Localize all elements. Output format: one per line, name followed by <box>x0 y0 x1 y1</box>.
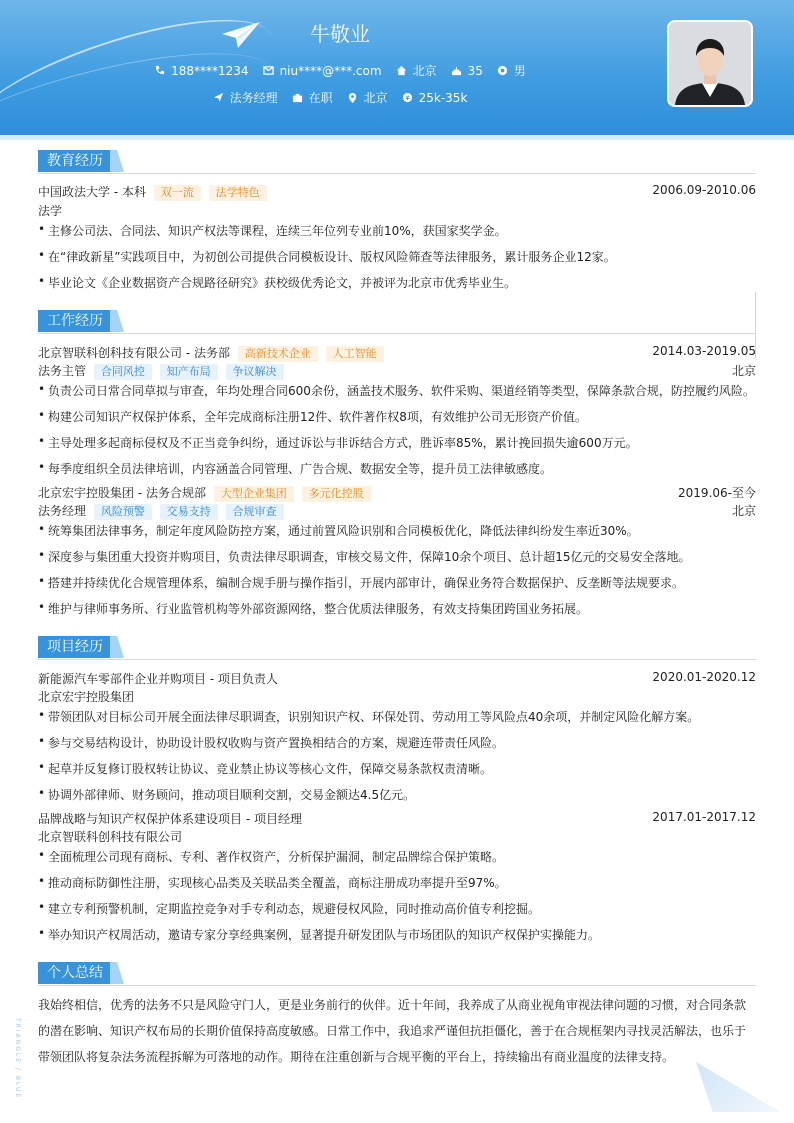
city-text: 北京 <box>412 64 437 78</box>
cake-icon <box>451 65 462 76</box>
education-tag: 法学特色 <box>209 185 267 201</box>
projects-section-title <box>38 636 756 662</box>
work-section-title <box>38 310 756 336</box>
phone-icon <box>154 65 165 76</box>
position-text: 法务经理 <box>229 91 278 105</box>
section-heading-decoration <box>110 636 124 658</box>
salary-text: 25k-35k <box>418 90 468 105</box>
project-bullet: • 带领团队对目标公司开展全面法律尽职调查，识别知识产权、环保处罚、劳动用工等风险点40余项，并制定风险化解方案。 <box>38 708 756 725</box>
role-tag: 交易支持 <box>160 504 218 520</box>
section-divider <box>38 659 756 660</box>
watermark-text: TRIANGLE / BLUE <box>14 1018 21 1100</box>
phone-item <box>154 62 248 79</box>
project-bullet: • 全面梳理公司现有商标、专利、著作权资产，分析保护漏洞，制定品牌综合保护策略。 <box>38 848 756 865</box>
coin-icon <box>402 92 413 103</box>
role-tag: 合规审查 <box>226 504 284 520</box>
section-divider <box>38 985 756 986</box>
avatar <box>669 22 751 105</box>
project-bullet: • 推动商标防御性注册，实现核心品类及关联品类全覆盖，商标注册成功率提升至97%。 <box>38 874 756 891</box>
company-tag: 多元化控股 <box>302 486 371 502</box>
company-name: 北京宏宇控股集团 - 法务合规部 <box>38 486 206 500</box>
summary-section-title <box>38 962 756 988</box>
work-company-header <box>38 344 756 362</box>
work-date: 2019.06-至今 <box>678 486 756 500</box>
email-item <box>263 62 382 79</box>
education-tag: 双一流 <box>154 185 201 201</box>
education-major: 法学 <box>38 204 63 218</box>
work-bullet: • 维护与律师事务所、行业监管机构等外部资源网络，整合优质法律服务，有效支持集团跨国业务拓展。 <box>38 600 756 617</box>
project-title: 新能源汽车零部件企业并购项目 - 项目负责人 <box>38 672 278 686</box>
role-title: 法务经理 <box>38 504 87 518</box>
section-divider <box>38 333 756 334</box>
age-text: 35 <box>467 63 483 78</box>
age-item <box>451 62 483 79</box>
role-tag: 知产布局 <box>160 364 218 380</box>
section-heading: 项目经历 <box>38 636 112 658</box>
work-bullet: • 构建公司知识产权保护体系，全年完成商标注册12件、软件著作权8项，有效维护公司无形资产价值。 <box>38 408 756 425</box>
work-city: 北京 <box>731 504 756 518</box>
location-pin-icon <box>347 92 358 103</box>
work-bullet: • 统筹集团法律事务，制定年度风险防控方案，通过前置风险识别和合同模板优化，降低法律纠纷发生率近30%。 <box>38 522 756 539</box>
email-text: niu****@***.com <box>279 63 382 78</box>
gender-item <box>497 62 526 79</box>
project-bullet: • 举办知识产权周活动，邀请专家分享经典案例，显著提升研发团队与市场团队的知识产权保护实操能力。 <box>38 926 756 943</box>
summary-text: 我始终相信，优秀的法务不只是风险守门人，更是业务前行的伙伴。近十年间，我养成了从商业视角审视法律问题的习惯，对合同条款的潜在影响、知识产权布局的长期价值保持高度敏感。日常工作中，我追求严谨但抗拒僵化，善于在合规框架内寻找灵活解法，也乐于带领团队将复杂法务流程拆解为可落地的动作。期待在注重创新与合规平衡的平台上，持续输出有商业温度的法律支持。 <box>38 998 747 1064</box>
work-date: 2014.03-2019.05 <box>652 344 756 358</box>
work-role-header <box>38 502 756 520</box>
email-icon <box>263 65 274 76</box>
section-heading: 工作经历 <box>38 310 112 332</box>
education-bullet: • 在“律政新星”实践项目中，为初创公司提供合同模板设计、版权风险筛查等法律服务，累计服务企业12家。 <box>38 248 756 265</box>
project-title: 品牌战略与知识产权保护体系建设项目 - 项目经理 <box>38 812 302 826</box>
target-city-item <box>347 89 388 106</box>
section-heading: 教育经历 <box>38 150 112 172</box>
project-header <box>38 670 756 687</box>
company-name: 北京智联科创科技有限公司 - 法务部 <box>38 346 230 360</box>
role-tag: 争议解决 <box>226 364 284 380</box>
work-bullet: • 每季度组织全员法律培训，内容涵盖合同管理、广告合规、数据安全等，提升员工法律敏感度。 <box>38 460 756 477</box>
work-bullet: • 负责公司日常合同草拟与审查，年均处理合同600余份，涵盖技术服务、软件采购、渠道经销等类型，保障条款合规，防控履约风险。 <box>38 382 756 399</box>
project-org: 北京宏宇控股集团 <box>38 690 135 704</box>
education-date: 2006.09-2010.06 <box>652 183 756 197</box>
work-bullet: • 主导处理多起商标侵权及不正当竞争纠纷，通过诉讼与非诉结合方式，胜诉率85%，累计挽回损失逾600万元。 <box>38 434 756 451</box>
section-heading: 个人总结 <box>38 962 112 984</box>
work-city: 北京 <box>731 364 756 378</box>
position-item <box>213 89 278 106</box>
project-date: 2017.01-2017.12 <box>652 810 756 824</box>
gender-icon <box>497 65 508 76</box>
section-heading-decoration <box>110 150 124 172</box>
home-icon <box>396 65 407 76</box>
project-bullet: • 建立专利预警机制，定期监控竞争对手专利动态，规避侵权风险，同时推动高价值专利挖掘。 <box>38 900 756 917</box>
education-header <box>38 183 756 201</box>
company-tag: 高新技术企业 <box>238 346 318 362</box>
status-item <box>292 89 333 106</box>
project-org: 北京智联科创科技有限公司 <box>38 830 183 844</box>
intent-row <box>0 89 680 106</box>
send-icon <box>213 92 224 103</box>
briefcase-icon <box>292 92 303 103</box>
project-bullet: • 参与交易结构设计，协助设计股权收购与资产置换相结合的方案，规避连带责任风险。 <box>38 734 756 751</box>
section-divider <box>38 173 756 174</box>
company-tag: 人工智能 <box>326 346 384 362</box>
school-name: 中国政法大学 - 本科 <box>38 185 146 199</box>
profile-photo <box>667 20 753 107</box>
role-tag: 合同风控 <box>94 364 152 380</box>
education-bullet: • 毕业论文《企业数据资产合规路径研究》获校级优秀论文，并被评为北京市优秀毕业生。 <box>38 274 756 291</box>
project-header <box>38 810 756 827</box>
education-bullet: • 主修公司法、合同法、知识产权法等课程，连续三年位列专业前10%，获国家奖学金。 <box>38 222 756 239</box>
work-role-header <box>38 362 756 380</box>
project-bullet: • 起草并反复修订股权转让协议、竞业禁止协议等核心文件，保障交易条款权责清晰。 <box>38 760 756 777</box>
phone-text: 188****1234 <box>171 63 249 78</box>
target-city-text: 北京 <box>363 91 388 105</box>
contact-row <box>0 62 680 79</box>
salary-item <box>402 89 468 106</box>
section-heading-decoration <box>110 310 124 332</box>
role-tag: 风险预警 <box>94 504 152 520</box>
project-date: 2020.01-2020.12 <box>652 670 756 684</box>
education-section-title <box>38 150 756 176</box>
candidate-name: 牛敬业 <box>310 22 370 46</box>
status-text: 在职 <box>308 91 333 105</box>
work-bullet: • 搭建并持续优化合规管理体系，编制合规手册与操作指引，开展内部审计，确保业务符合数据保护、反垄断等法规要求。 <box>38 574 756 591</box>
city-item <box>396 62 437 79</box>
gender-text: 男 <box>513 64 526 78</box>
work-company-header <box>38 484 756 502</box>
project-bullet: • 协调外部律师、财务顾问，推动项目顺利交割，交易金额达4.5亿元。 <box>38 786 756 803</box>
role-title: 法务主管 <box>38 364 87 378</box>
work-bullet: • 深度参与集团重大投资并购项目，负责法律尽职调查，审核交易文件，保障10余个项目、总计超15亿元的交易安全落地。 <box>38 548 756 565</box>
section-heading-decoration <box>110 962 124 984</box>
resume-header <box>0 0 794 140</box>
company-tag: 大型企业集团 <box>214 486 294 502</box>
